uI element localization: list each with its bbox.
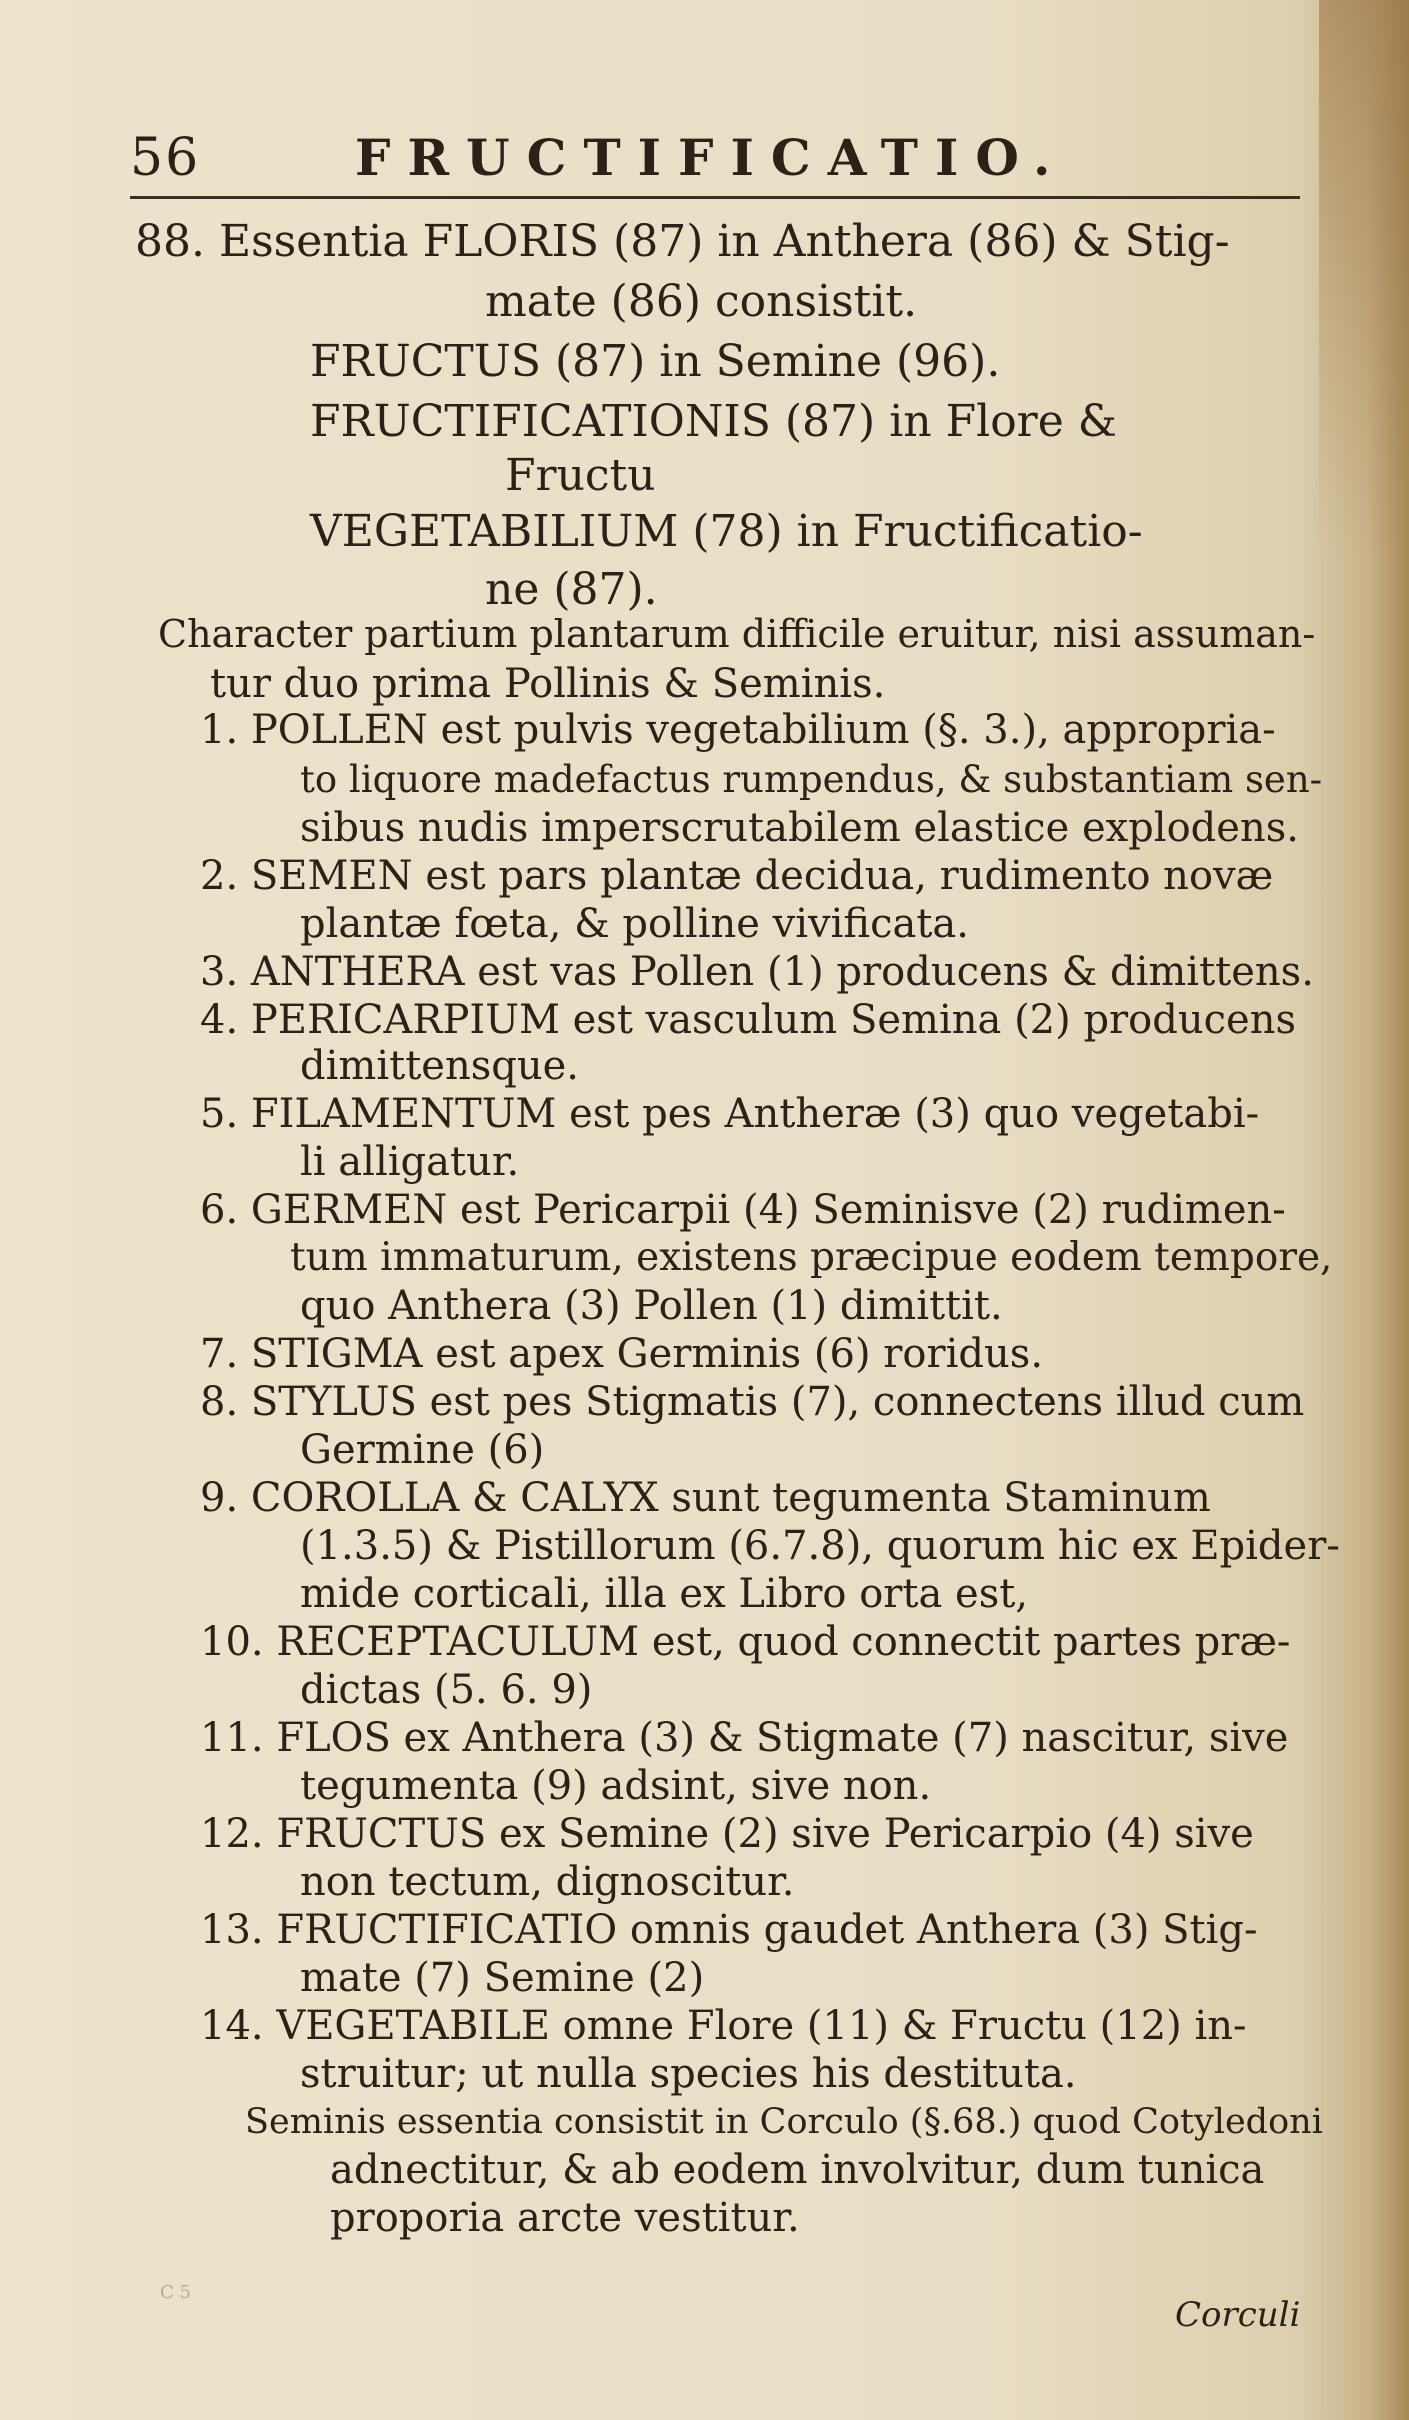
text-line: quo Anthera (3) Pollen (1) dimittit. [300,1283,1003,1329]
text-line: 13. FRUCTIFICATIO omnis gaudet Anthera (3) Stig- [200,1907,1258,1953]
text-line: 4. PERICARPIUM est vasculum Semina (2) producens [200,997,1296,1043]
text-line: 5. FILAMENTUM est pes Antheræ (3) quo vegetabi- [200,1091,1260,1137]
text-line: Germine (6) [300,1427,545,1473]
text-line: 2. SEMEN est pars plantæ decidua, rudimento novæ [200,853,1274,899]
text-line: 6. GERMEN est Pericarpii (4) Seminisve (2) rudimen- [200,1187,1286,1233]
header-rule [130,196,1300,199]
text-line: Fructu [505,450,656,501]
text-line: 3. ANTHERA est vas Pollen (1) producens & dimittens. [200,949,1314,995]
text-line: 88. Essentia FLORIS (87) in Anthera (86) & Stig- [135,216,1230,267]
text-line: 12. FRUCTUS ex Semine (2) sive Pericarpio (4) sive [200,1811,1254,1857]
running-title: FRUCTIFICATIO. [355,128,1068,187]
text-line: 10. RECEPTACULUM est, quod connectit partes præ- [200,1619,1291,1665]
text-line: mate (7) Semine (2) [300,1955,705,2001]
text-line: 9. COROLLA & CALYX sunt tegumenta Staminum [200,1475,1211,1521]
text-line: plantæ fœta, & polline vivificata. [300,901,969,947]
text-line: to liquore madefactus rumpendus, & substantiam sen- [300,758,1323,801]
text-line: 1. POLLEN est pulvis vegetabilium (§. 3.), appropria- [200,707,1276,753]
text-line: tur duo prima Pollinis & Seminis. [210,661,886,707]
text-line: struitur; ut nulla species his destituta. [300,2051,1077,2097]
text-line: 7. STIGMA est apex Germinis (6) roridus. [200,1331,1044,1377]
text-line: 14. VEGETABILE omne Flore (11) & Fructu (12) in- [200,2003,1247,2049]
catchword: Corculi [1175,2295,1301,2335]
text-line: (1.3.5) & Pistillorum (6.7.8), quorum hic ex Epider- [300,1523,1340,1569]
text-line: tum immaturum, existens præcipue eodem tempore, [290,1235,1333,1280]
text-line: VEGETABILIUM (78) in Fructificatio- [310,506,1143,557]
text-line: 11. FLOS ex Anthera (3) & Stigmate (7) nascitur, sive [200,1715,1289,1761]
text-line: li alligatur. [300,1139,520,1185]
text-line: dictas (5. 6. 9) [300,1667,593,1713]
text-line: Character partium plantarum difficile eruitur, nisi assuman- [158,612,1316,656]
text-line: FRUCTIFICATIONIS (87) in Flore & [310,396,1117,447]
text-line: mide corticali, illa ex Libro orta est, [300,1571,1029,1617]
text-line: non tectum, dignoscitur. [300,1859,795,1905]
text-line: tegumenta (9) adsint, sive non. [300,1763,932,1809]
text-line: 8. STYLUS est pes Stigmatis (7), connectens illud cum [200,1379,1305,1425]
text-line: proporia arcte vestitur. [330,2195,800,2241]
text-line: ne (87). [485,564,658,615]
text-line: adnectitur, & ab eodem involvitur, dum tunica [330,2147,1265,2193]
text-line: sibus nudis imperscrutabilem elastice explodens. [300,805,1299,851]
page-edge-stain [1319,0,1409,560]
text-line: mate (86) consistit. [485,276,918,327]
text-line: dimittensque. [300,1043,579,1089]
text-line: Seminis essentia consistit in Corculo (§.68.) quod Cotyledoni [245,2102,1323,2142]
signature-mark: C 5 [160,2282,191,2303]
page-header [130,128,1310,198]
page-number: 56 [130,128,201,188]
text-line: FRUCTUS (87) in Semine (96). [310,336,1001,387]
